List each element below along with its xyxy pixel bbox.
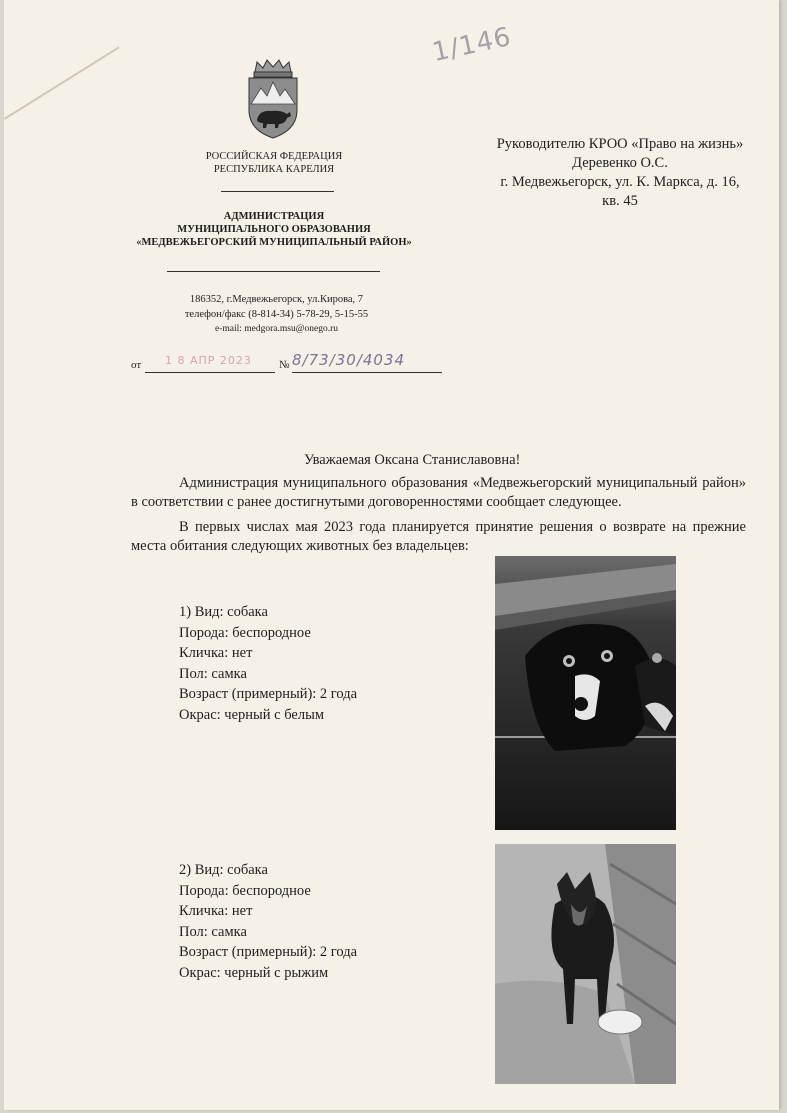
recipient-address: г. Медвежьегорск, ул. К. Маркса, д. 16,	[500, 174, 740, 190]
admin-line-3: «МЕДВЕЖЬЕГОРСКИЙ МУНИЦИПАЛЬНЫЙ РАЙОН»	[136, 237, 412, 248]
paper-fold-mark	[4, 46, 120, 119]
administration-block	[124, 210, 424, 249]
recipient-apartment: кв. 45	[602, 193, 638, 209]
animal-kind: 1) Вид: собака	[179, 604, 268, 620]
admin-line-2: МУНИЦИПАЛЬНОГО ОБРАЗОВАНИЯ	[177, 224, 371, 235]
animal-age: Возраст (примерный): 2 года	[179, 944, 358, 960]
dog-photo-2	[495, 844, 676, 1084]
animal-color: Окрас: черный с рыжим	[179, 964, 329, 981]
letterhead-divider	[167, 271, 380, 272]
letterhead-divider	[221, 191, 334, 192]
phone-fax: телефон/факс (8-814-34) 5-78-29, 5-15-55	[184, 309, 369, 320]
letterhead-country-block	[199, 150, 349, 176]
animal-description	[179, 602, 357, 725]
animal-kind: 2) Вид: собака	[179, 862, 268, 878]
document-page	[4, 0, 779, 1110]
republic-name: РЕСПУБЛИКА КАРЕЛИЯ	[213, 164, 335, 175]
animal-nickname: Кличка: нет	[179, 645, 253, 661]
date-stamp: 1 8 АПР 2023	[165, 354, 252, 367]
postal-address: 186352, г.Медвежьегорск, ул.Кирова, 7	[189, 294, 364, 305]
recipient-block	[484, 135, 756, 211]
greeting: Уважаемая Оксана Станиславовна!	[304, 452, 521, 468]
body-paragraph: Администрация муниципального образования «Медвежьегорский муниципальный район» в соответствии с ранее достигнутыми договоренностями сообщает следующее.	[131, 475, 746, 510]
recipient-title: Руководителю КРОО «Право на жизнь»	[496, 136, 744, 152]
number-label: №	[279, 359, 290, 371]
from-label: от	[131, 359, 142, 371]
registration-line	[131, 351, 461, 376]
animal-nickname: Кличка: нет	[179, 903, 253, 919]
date-underline	[145, 372, 275, 373]
country-name: РОССИЙСКАЯ ФЕДЕРАЦИЯ	[205, 151, 343, 162]
animal-breed: Порода: беспородное	[179, 624, 311, 641]
recipient-name: Деревенко О.С.	[572, 155, 668, 171]
animal-age: Возраст (примерный): 2 года	[179, 686, 358, 702]
handwritten-note: 1/146	[429, 22, 515, 68]
admin-line-1: АДМИНИСТРАЦИЯ	[223, 211, 325, 222]
coat-of-arms-icon	[243, 58, 303, 142]
email-address: e-mail: medgora.msu@onego.ru	[215, 324, 338, 334]
number-underline	[292, 372, 442, 373]
animal-sex: Пол: самка	[179, 665, 247, 682]
body-paragraph: В первых числах мая 2023 года планируется принятие решения о возврате на прежние места обитания следующих животных без владельцев:	[131, 519, 746, 554]
animal-breed: Порода: беспородное	[179, 882, 311, 899]
registration-number: 8/73/30/4034	[292, 351, 406, 369]
animal-sex: Пол: самка	[179, 923, 247, 940]
animal-color: Окрас: черный с белым	[179, 706, 324, 723]
contact-block	[164, 292, 389, 337]
animal-description	[179, 860, 357, 983]
dog-photo-1	[495, 556, 676, 830]
